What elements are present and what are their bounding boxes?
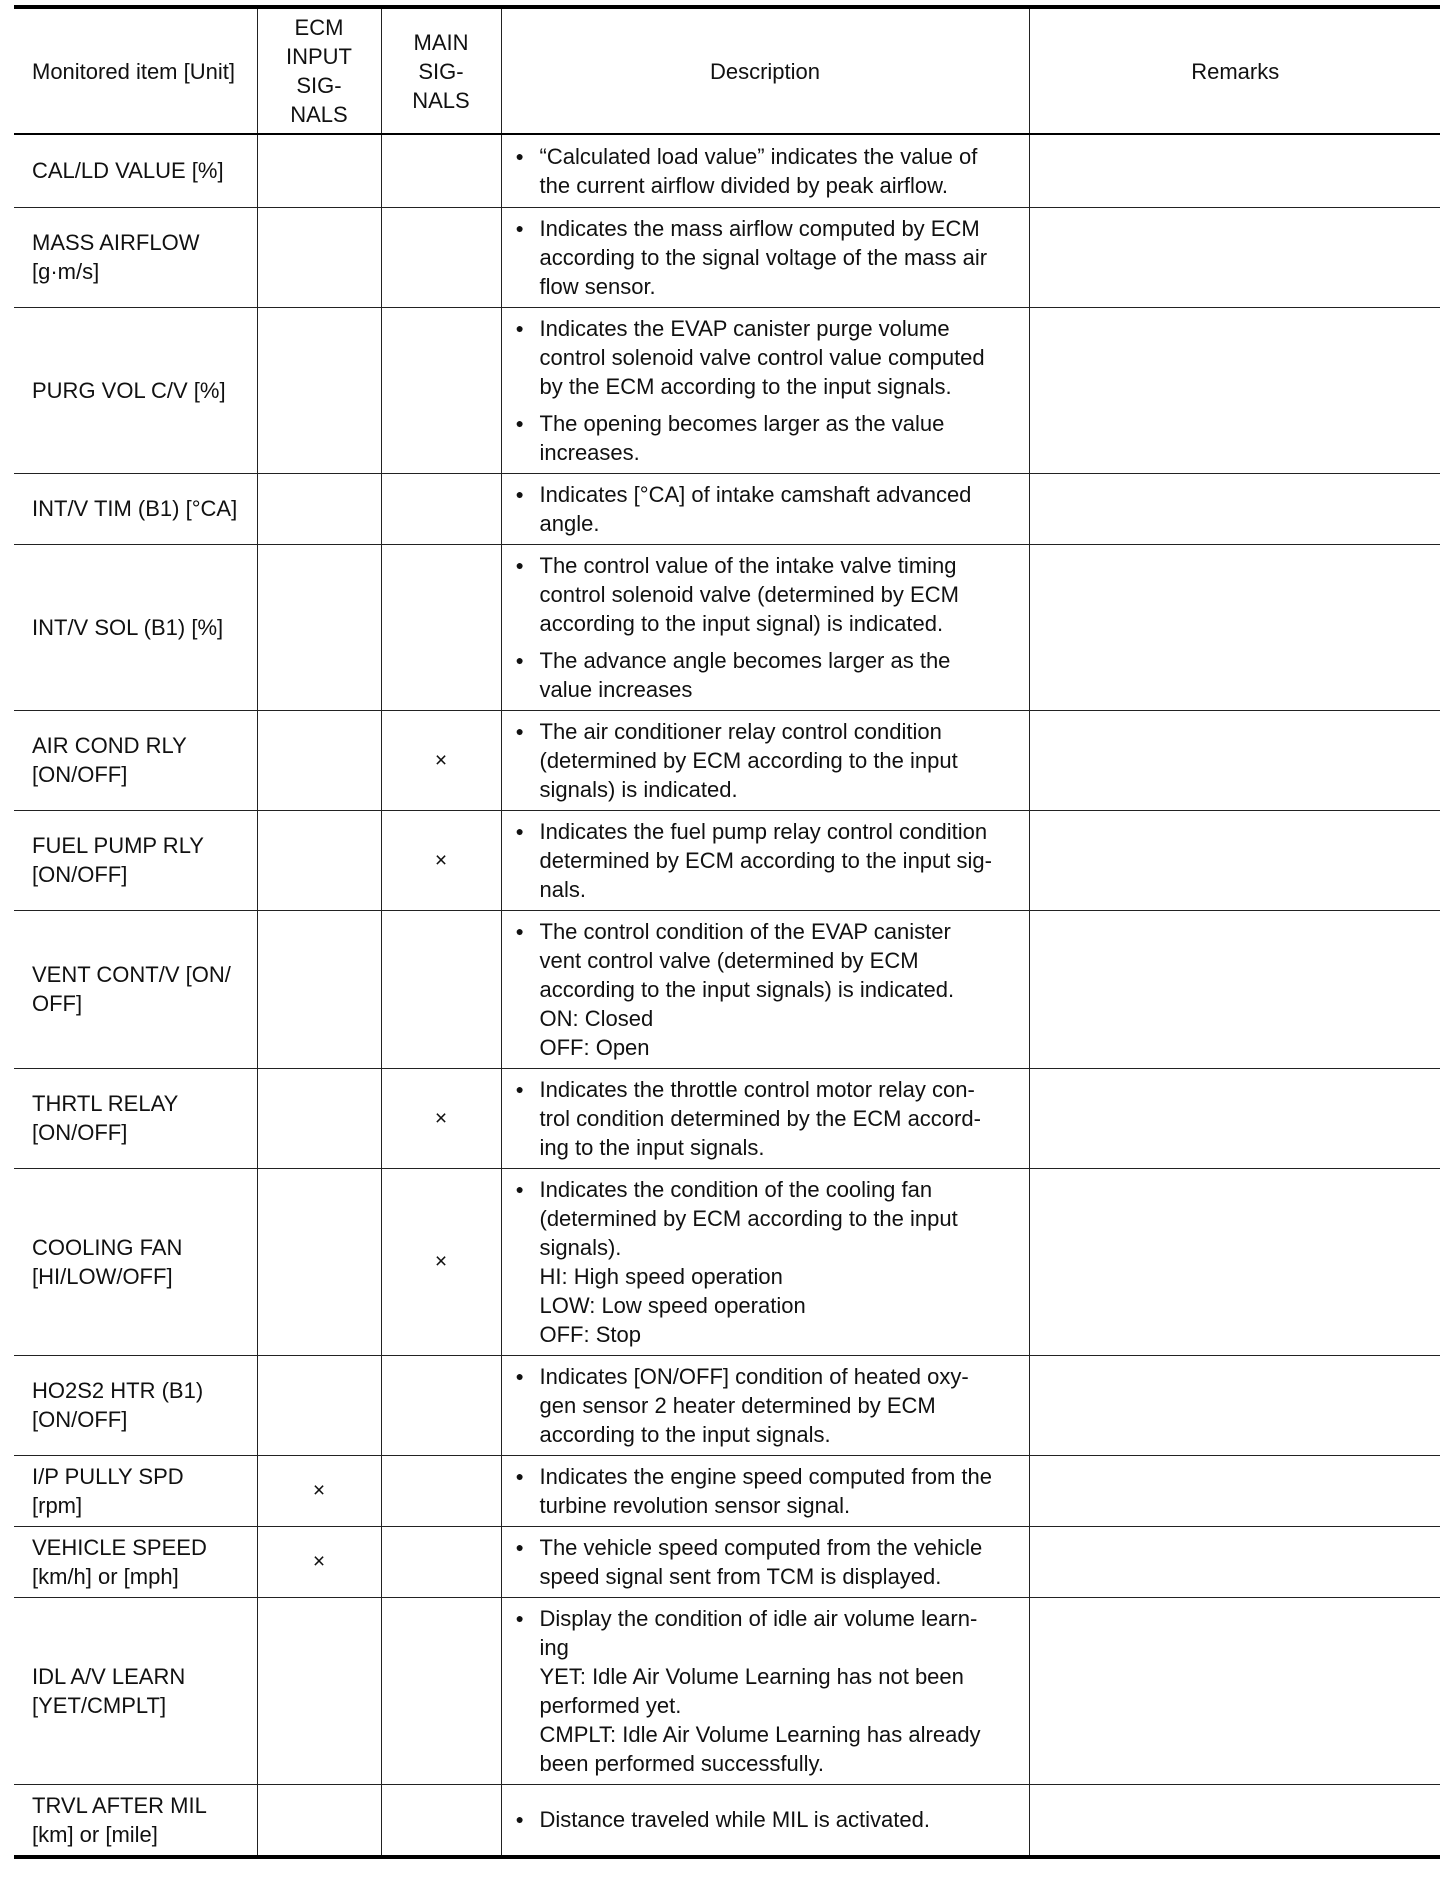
description-bullet	[516, 1604, 1019, 1778]
description-text	[540, 551, 1019, 638]
description-line: The advance angle becomes larger as the	[539, 647, 951, 673]
description-text	[540, 1075, 1019, 1162]
description-text	[540, 1362, 1019, 1449]
description-cell	[501, 473, 1029, 544]
monitored-item-label: INT/V TIM (B1) [°CA]	[32, 496, 238, 521]
description-text	[540, 817, 1019, 904]
main-signal-mark: ×	[381, 1168, 501, 1355]
description-bullet	[516, 1175, 1019, 1349]
description-cell	[501, 1355, 1029, 1455]
description-bullet	[516, 142, 1019, 200]
monitored-item-cell	[14, 1455, 257, 1526]
description-line: ing	[539, 1634, 569, 1660]
header-ecm-line: NALS	[290, 102, 348, 127]
description-line: signals).	[539, 1234, 622, 1260]
main-signal-mark	[381, 1597, 501, 1784]
ecm-input-signal-mark	[257, 810, 381, 910]
description-line: Indicates [°CA] of intake camshaft advanced	[539, 481, 972, 507]
ecm-input-signal-mark	[257, 1355, 381, 1455]
monitored-item-label: [YET/CMPLT]	[32, 1692, 167, 1718]
monitored-item-cell	[14, 1355, 257, 1455]
description-bullet	[516, 1805, 1019, 1834]
description-line: LOW: Low speed operation	[539, 1292, 806, 1318]
description-line: Indicates the mass airflow computed by ECM	[539, 215, 980, 241]
description-line: performed yet.	[539, 1692, 682, 1718]
remarks-cell	[1029, 544, 1440, 710]
ecm-input-signal-mark: ×	[257, 1455, 381, 1526]
monitored-item-label: COOLING FAN	[32, 1234, 183, 1260]
description-bullet	[516, 409, 1019, 467]
table-row	[14, 910, 1440, 1068]
data-monitor-table	[14, 5, 1440, 1859]
main-signal-mark	[381, 134, 501, 207]
remarks-cell	[1029, 910, 1440, 1068]
description-line: HI: High speed operation	[539, 1263, 783, 1289]
description-line: Indicates the EVAP canister purge volume	[539, 315, 950, 341]
bullet-icon: ●	[515, 147, 524, 164]
description-text	[540, 480, 1019, 538]
description-line: (determined by ECM according to the input	[539, 1205, 958, 1231]
monitored-item-label: [ON/OFF]	[32, 1120, 128, 1145]
bullet-icon: ●	[515, 922, 524, 939]
description-text	[540, 409, 1019, 467]
description-line: control solenoid valve control value computed	[539, 344, 985, 370]
description-text	[540, 1604, 1019, 1778]
main-signal-mark: ×	[381, 1068, 501, 1168]
description-cell	[501, 1068, 1029, 1168]
description-text	[540, 717, 1019, 804]
monitored-item-label: OFF]	[32, 991, 83, 1016]
monitored-item-label: [ON/OFF]	[32, 862, 128, 887]
description-cell	[501, 910, 1029, 1068]
remarks-cell	[1029, 1455, 1440, 1526]
bullet-icon: ●	[515, 556, 524, 573]
monitored-item-label: MASS AIRFLOW	[32, 230, 200, 255]
description-text	[540, 314, 1019, 401]
table-row	[14, 307, 1440, 473]
monitored-item-cell	[14, 1784, 257, 1857]
description-line: Display the condition of idle air volume learn-	[539, 1605, 978, 1631]
remarks-cell	[1029, 207, 1440, 307]
ecm-input-signal-mark	[257, 710, 381, 810]
table-header-row	[14, 7, 1440, 134]
description-bullet	[516, 1533, 1019, 1591]
monitored-item-label: THRTL RELAY	[32, 1091, 179, 1116]
description-bullet	[516, 551, 1019, 638]
description-cell	[501, 1784, 1029, 1857]
monitored-item-label: [ON/OFF]	[32, 1407, 128, 1432]
description-line: the current airflow divided by peak airflow.	[539, 172, 948, 198]
monitored-item-label: AIR COND RLY	[32, 733, 187, 758]
bullet-icon: ●	[515, 651, 524, 668]
monitored-item-label: [km] or [mile]	[32, 1821, 158, 1847]
description-bullet	[516, 1075, 1019, 1162]
main-signal-mark	[381, 1784, 501, 1857]
ecm-input-signal-mark	[257, 207, 381, 307]
ecm-input-signal-mark	[257, 1597, 381, 1784]
description-line: YET: Idle Air Volume Learning has not been	[539, 1663, 964, 1689]
monitored-item-cell	[14, 910, 257, 1068]
remarks-cell	[1029, 307, 1440, 473]
monitored-item-cell	[14, 1526, 257, 1597]
description-text	[540, 1805, 1019, 1834]
header-main-line: NALS	[412, 87, 470, 113]
monitored-item-cell	[14, 307, 257, 473]
main-signal-mark: ×	[381, 710, 501, 810]
remarks-cell	[1029, 473, 1440, 544]
main-signal-mark	[381, 1455, 501, 1526]
monitored-item-label: TRVL AFTER MIL	[32, 1792, 207, 1818]
table-row	[14, 710, 1440, 810]
ecm-input-signal-mark	[257, 1784, 381, 1857]
description-line: angle.	[539, 510, 600, 536]
table-row	[14, 1455, 1440, 1526]
table-row	[14, 207, 1440, 307]
monitored-item-label: CAL/LD VALUE [%]	[32, 158, 224, 184]
ecm-input-signal-mark	[257, 1168, 381, 1355]
description-line: according to the input signal) is indicated.	[539, 610, 944, 636]
description-line: trol condition determined by the ECM accord-	[539, 1105, 981, 1131]
description-cell	[501, 1597, 1029, 1784]
description-text	[540, 1462, 1019, 1520]
description-bullet	[516, 646, 1019, 704]
monitored-item-cell	[14, 1168, 257, 1355]
description-line: increases.	[539, 439, 640, 465]
description-text	[540, 142, 1019, 200]
description-line: ing to the input signals.	[539, 1134, 765, 1160]
description-line: according to the input signals) is indicated.	[539, 976, 955, 1002]
description-bullet	[516, 1362, 1019, 1449]
monitored-item-label: INT/V SOL (B1) [%]	[32, 614, 224, 640]
description-line: signals) is indicated.	[539, 776, 738, 802]
bullet-icon: ●	[515, 1811, 524, 1828]
ecm-input-signal-mark	[257, 307, 381, 473]
header-main-line: SIG-	[418, 58, 464, 84]
remarks-cell	[1029, 1168, 1440, 1355]
table-row	[14, 1784, 1440, 1857]
table-row	[14, 1355, 1440, 1455]
monitored-item-label: HO2S2 HTR (B1)	[32, 1378, 204, 1403]
monitored-item-cell	[14, 1068, 257, 1168]
description-line: vent control valve (determined by ECM	[539, 947, 919, 973]
table-row	[14, 473, 1440, 544]
description-line: Indicates the condition of the cooling fan	[539, 1176, 933, 1202]
bullet-icon: ●	[515, 1538, 524, 1555]
bullet-icon: ●	[515, 822, 524, 839]
header-remarks: Remarks	[1029, 7, 1440, 134]
remarks-cell	[1029, 1784, 1440, 1857]
monitored-item-cell	[14, 207, 257, 307]
description-line: determined by ECM according to the input sig-	[539, 847, 992, 873]
description-line: The vehicle speed computed from the vehicle	[539, 1534, 983, 1560]
main-signal-mark	[381, 910, 501, 1068]
description-bullet	[516, 480, 1019, 538]
description-text	[540, 214, 1019, 301]
description-line: Indicates the throttle control motor relay con-	[539, 1076, 975, 1102]
main-signal-mark	[381, 307, 501, 473]
header-main-signals	[381, 7, 501, 134]
description-line: (determined by ECM according to the input	[539, 747, 958, 773]
bullet-icon: ●	[515, 1467, 524, 1484]
remarks-cell	[1029, 1597, 1440, 1784]
remarks-cell	[1029, 710, 1440, 810]
description-line: The air conditioner relay control condition	[539, 718, 942, 744]
monitored-item-cell	[14, 810, 257, 910]
description-line: The opening becomes larger as the value	[539, 410, 945, 436]
description-line: flow sensor.	[539, 273, 656, 299]
description-cell	[501, 207, 1029, 307]
description-cell	[501, 710, 1029, 810]
monitored-item-label: [rpm]	[32, 1492, 83, 1518]
monitored-item-cell	[14, 1597, 257, 1784]
remarks-cell	[1029, 810, 1440, 910]
table-row	[14, 1068, 1440, 1168]
bullet-icon: ●	[515, 319, 524, 336]
monitored-item-cell	[14, 134, 257, 207]
monitored-item-label: [km/h] or [mph]	[32, 1563, 179, 1589]
description-line: speed signal sent from TCM is displayed.	[539, 1563, 942, 1589]
monitored-item-label: VENT CONT/V [ON/	[32, 962, 231, 987]
monitored-item-label: [g·m/s]	[32, 259, 100, 284]
monitored-item-label: [ON/OFF]	[32, 762, 128, 787]
bullet-icon: ●	[515, 1367, 524, 1384]
monitored-item-label: FUEL PUMP RLY	[32, 833, 204, 858]
ecm-input-signal-mark	[257, 544, 381, 710]
header-ecm-line: SIG-	[296, 73, 342, 98]
description-line: by the ECM according to the input signals.	[539, 373, 952, 399]
table-row	[14, 134, 1440, 207]
header-ecm-line: ECM	[294, 15, 344, 40]
main-signal-mark	[381, 1355, 501, 1455]
description-line: OFF: Open	[539, 1034, 650, 1060]
header-description: Description	[501, 7, 1029, 134]
description-cell	[501, 810, 1029, 910]
ecm-input-signal-mark	[257, 1068, 381, 1168]
description-line: Indicates the engine speed computed from the	[539, 1463, 993, 1489]
bullet-icon: ●	[515, 722, 524, 739]
main-signal-mark	[381, 544, 501, 710]
remarks-cell	[1029, 1068, 1440, 1168]
monitored-item-cell	[14, 544, 257, 710]
description-line: Indicates the fuel pump relay control condition	[539, 818, 988, 844]
ecm-input-signal-mark	[257, 473, 381, 544]
monitored-item-label: [HI/LOW/OFF]	[32, 1263, 173, 1289]
monitored-item-label: PURG VOL C/V [%]	[32, 377, 226, 403]
description-line: CMPLT: Idle Air Volume Learning has already	[539, 1721, 981, 1747]
description-bullet	[516, 817, 1019, 904]
description-line: gen sensor 2 heater determined by ECM	[539, 1392, 936, 1418]
table-row	[14, 1597, 1440, 1784]
description-line: nals.	[539, 876, 586, 902]
monitored-item-cell	[14, 710, 257, 810]
description-line: turbine revolution sensor signal.	[539, 1492, 851, 1518]
remarks-cell	[1029, 134, 1440, 207]
description-line: The control condition of the EVAP canister	[539, 918, 951, 944]
description-cell	[501, 1526, 1029, 1597]
description-line: ON: Closed	[539, 1005, 654, 1031]
bullet-icon: ●	[515, 1080, 524, 1097]
description-line: been performed successfully.	[539, 1750, 825, 1776]
table-row	[14, 544, 1440, 710]
description-text	[540, 1175, 1019, 1349]
bullet-icon: ●	[515, 219, 524, 236]
ecm-input-signal-mark: ×	[257, 1526, 381, 1597]
description-line: according to the signal voltage of the mass air	[539, 244, 988, 270]
table-row	[14, 810, 1440, 910]
ecm-input-signal-mark	[257, 910, 381, 1068]
monitored-item-label: VEHICLE SPEED	[32, 1534, 207, 1560]
description-bullet	[516, 314, 1019, 401]
header-monitored-item: Monitored item [Unit]	[14, 7, 257, 134]
description-cell	[501, 544, 1029, 710]
remarks-cell	[1029, 1526, 1440, 1597]
description-line: value increases	[539, 676, 693, 702]
description-line: OFF: Stop	[539, 1321, 641, 1347]
description-cell	[501, 1168, 1029, 1355]
remarks-cell	[1029, 1355, 1440, 1455]
bullet-icon: ●	[515, 1180, 524, 1197]
description-text	[540, 1533, 1019, 1591]
description-line: “Calculated load value” indicates the value of	[539, 143, 978, 169]
description-cell	[501, 1455, 1029, 1526]
main-signal-mark	[381, 207, 501, 307]
description-bullet	[516, 717, 1019, 804]
description-cell	[501, 307, 1029, 473]
table-row	[14, 1526, 1440, 1597]
monitored-item-label: IDL A/V LEARN	[32, 1663, 186, 1689]
description-cell	[501, 134, 1029, 207]
bullet-icon: ●	[515, 485, 524, 502]
header-ecm-line: INPUT	[286, 44, 352, 69]
description-text	[540, 917, 1019, 1062]
main-signal-mark	[381, 473, 501, 544]
ecm-input-signal-mark	[257, 134, 381, 207]
description-line: Distance traveled while MIL is activated.	[539, 1807, 930, 1833]
table-row	[14, 1168, 1440, 1355]
description-line: The control value of the intake valve timing	[539, 552, 957, 578]
description-line: according to the input signals.	[539, 1421, 831, 1447]
header-ecm-input-signals	[257, 7, 381, 134]
header-main-line: MAIN	[413, 29, 469, 55]
main-signal-mark	[381, 1526, 501, 1597]
bullet-icon: ●	[515, 1609, 524, 1626]
description-line: Indicates [ON/OFF] condition of heated oxy-	[539, 1363, 969, 1389]
description-bullet	[516, 214, 1019, 301]
monitored-item-cell	[14, 473, 257, 544]
bullet-icon: ●	[515, 414, 524, 431]
description-line: control solenoid valve (determined by ECM	[539, 581, 959, 607]
monitored-item-label: I/P PULLY SPD	[32, 1463, 184, 1489]
description-text	[540, 646, 1019, 704]
description-bullet	[516, 1462, 1019, 1520]
main-signal-mark: ×	[381, 810, 501, 910]
description-bullet	[516, 917, 1019, 1062]
